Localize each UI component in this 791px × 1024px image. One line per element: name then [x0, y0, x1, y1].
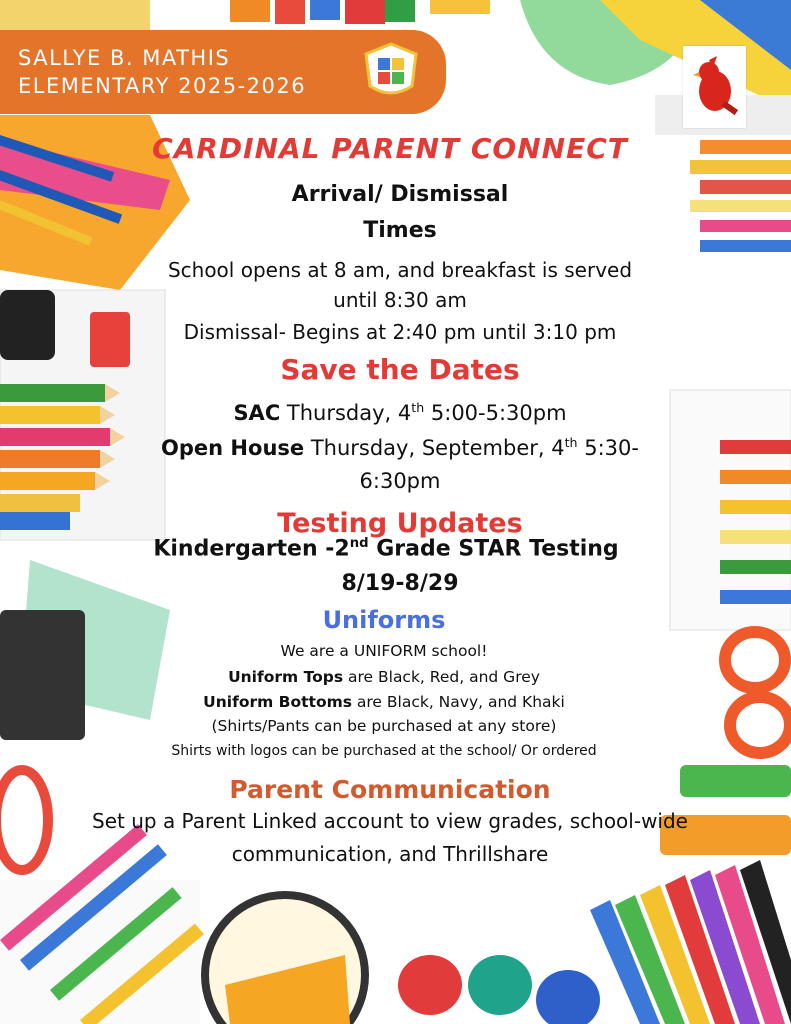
arrival-heading-2: Times — [363, 218, 437, 243]
testing-line-1: Kindergarten -2nd Grade STAR Testing — [153, 536, 619, 562]
page-title: CARDINAL PARENT CONNECT — [152, 132, 628, 165]
uniform-tops: Uniform Tops are Black, Red, and Grey — [228, 668, 540, 686]
testing-dates: 8/19-8/29 — [341, 571, 459, 596]
school-crest-icon — [362, 42, 420, 102]
uniform-bottoms: Uniform Bottoms are Black, Navy, and Khaki — [203, 693, 565, 711]
school-name: SALLYE B. MATHIS — [18, 46, 231, 70]
uniforms-line-5: Shirts with logos can be purchased at the school/ Or ordered — [171, 743, 597, 759]
cardinal-mascot-image — [683, 46, 746, 128]
arrival-line-1: School opens at 8 am, and breakfast is served — [167, 258, 633, 282]
arrival-line-2: until 8:30 am — [333, 288, 467, 312]
uniforms-line-4: (Shirts/Pants can be purchased at any store) — [211, 717, 557, 735]
testing-heading: Testing Updates — [277, 508, 523, 539]
communication-line-2: communication, and Thrillshare — [231, 842, 549, 866]
sac-label: SAC — [233, 401, 281, 425]
arrival-heading-1: Arrival/ Dismissal — [291, 182, 509, 207]
uniforms-line-1: We are a UNIFORM school! — [280, 642, 488, 660]
open-house-time: 6:30pm — [359, 469, 441, 493]
sac-event: SAC Thursday, 4th 5:00-5:30pm — [233, 400, 567, 425]
dismissal-line: Dismissal- Begins at 2:40 pm until 3:10 pm — [183, 320, 617, 344]
communication-line-1: Set up a Parent Linked account to view grades, school-wide — [92, 809, 688, 833]
school-year: ELEMENTARY 2025-2026 — [18, 74, 307, 98]
open-house-label: Open House — [161, 436, 305, 460]
communication-heading: Parent Communication — [229, 775, 551, 804]
open-house-event: Open House Thursday, September, 4th 5:30- — [161, 435, 639, 460]
uniforms-heading: Uniforms — [322, 606, 446, 634]
save-dates-heading: Save the Dates — [280, 353, 520, 386]
